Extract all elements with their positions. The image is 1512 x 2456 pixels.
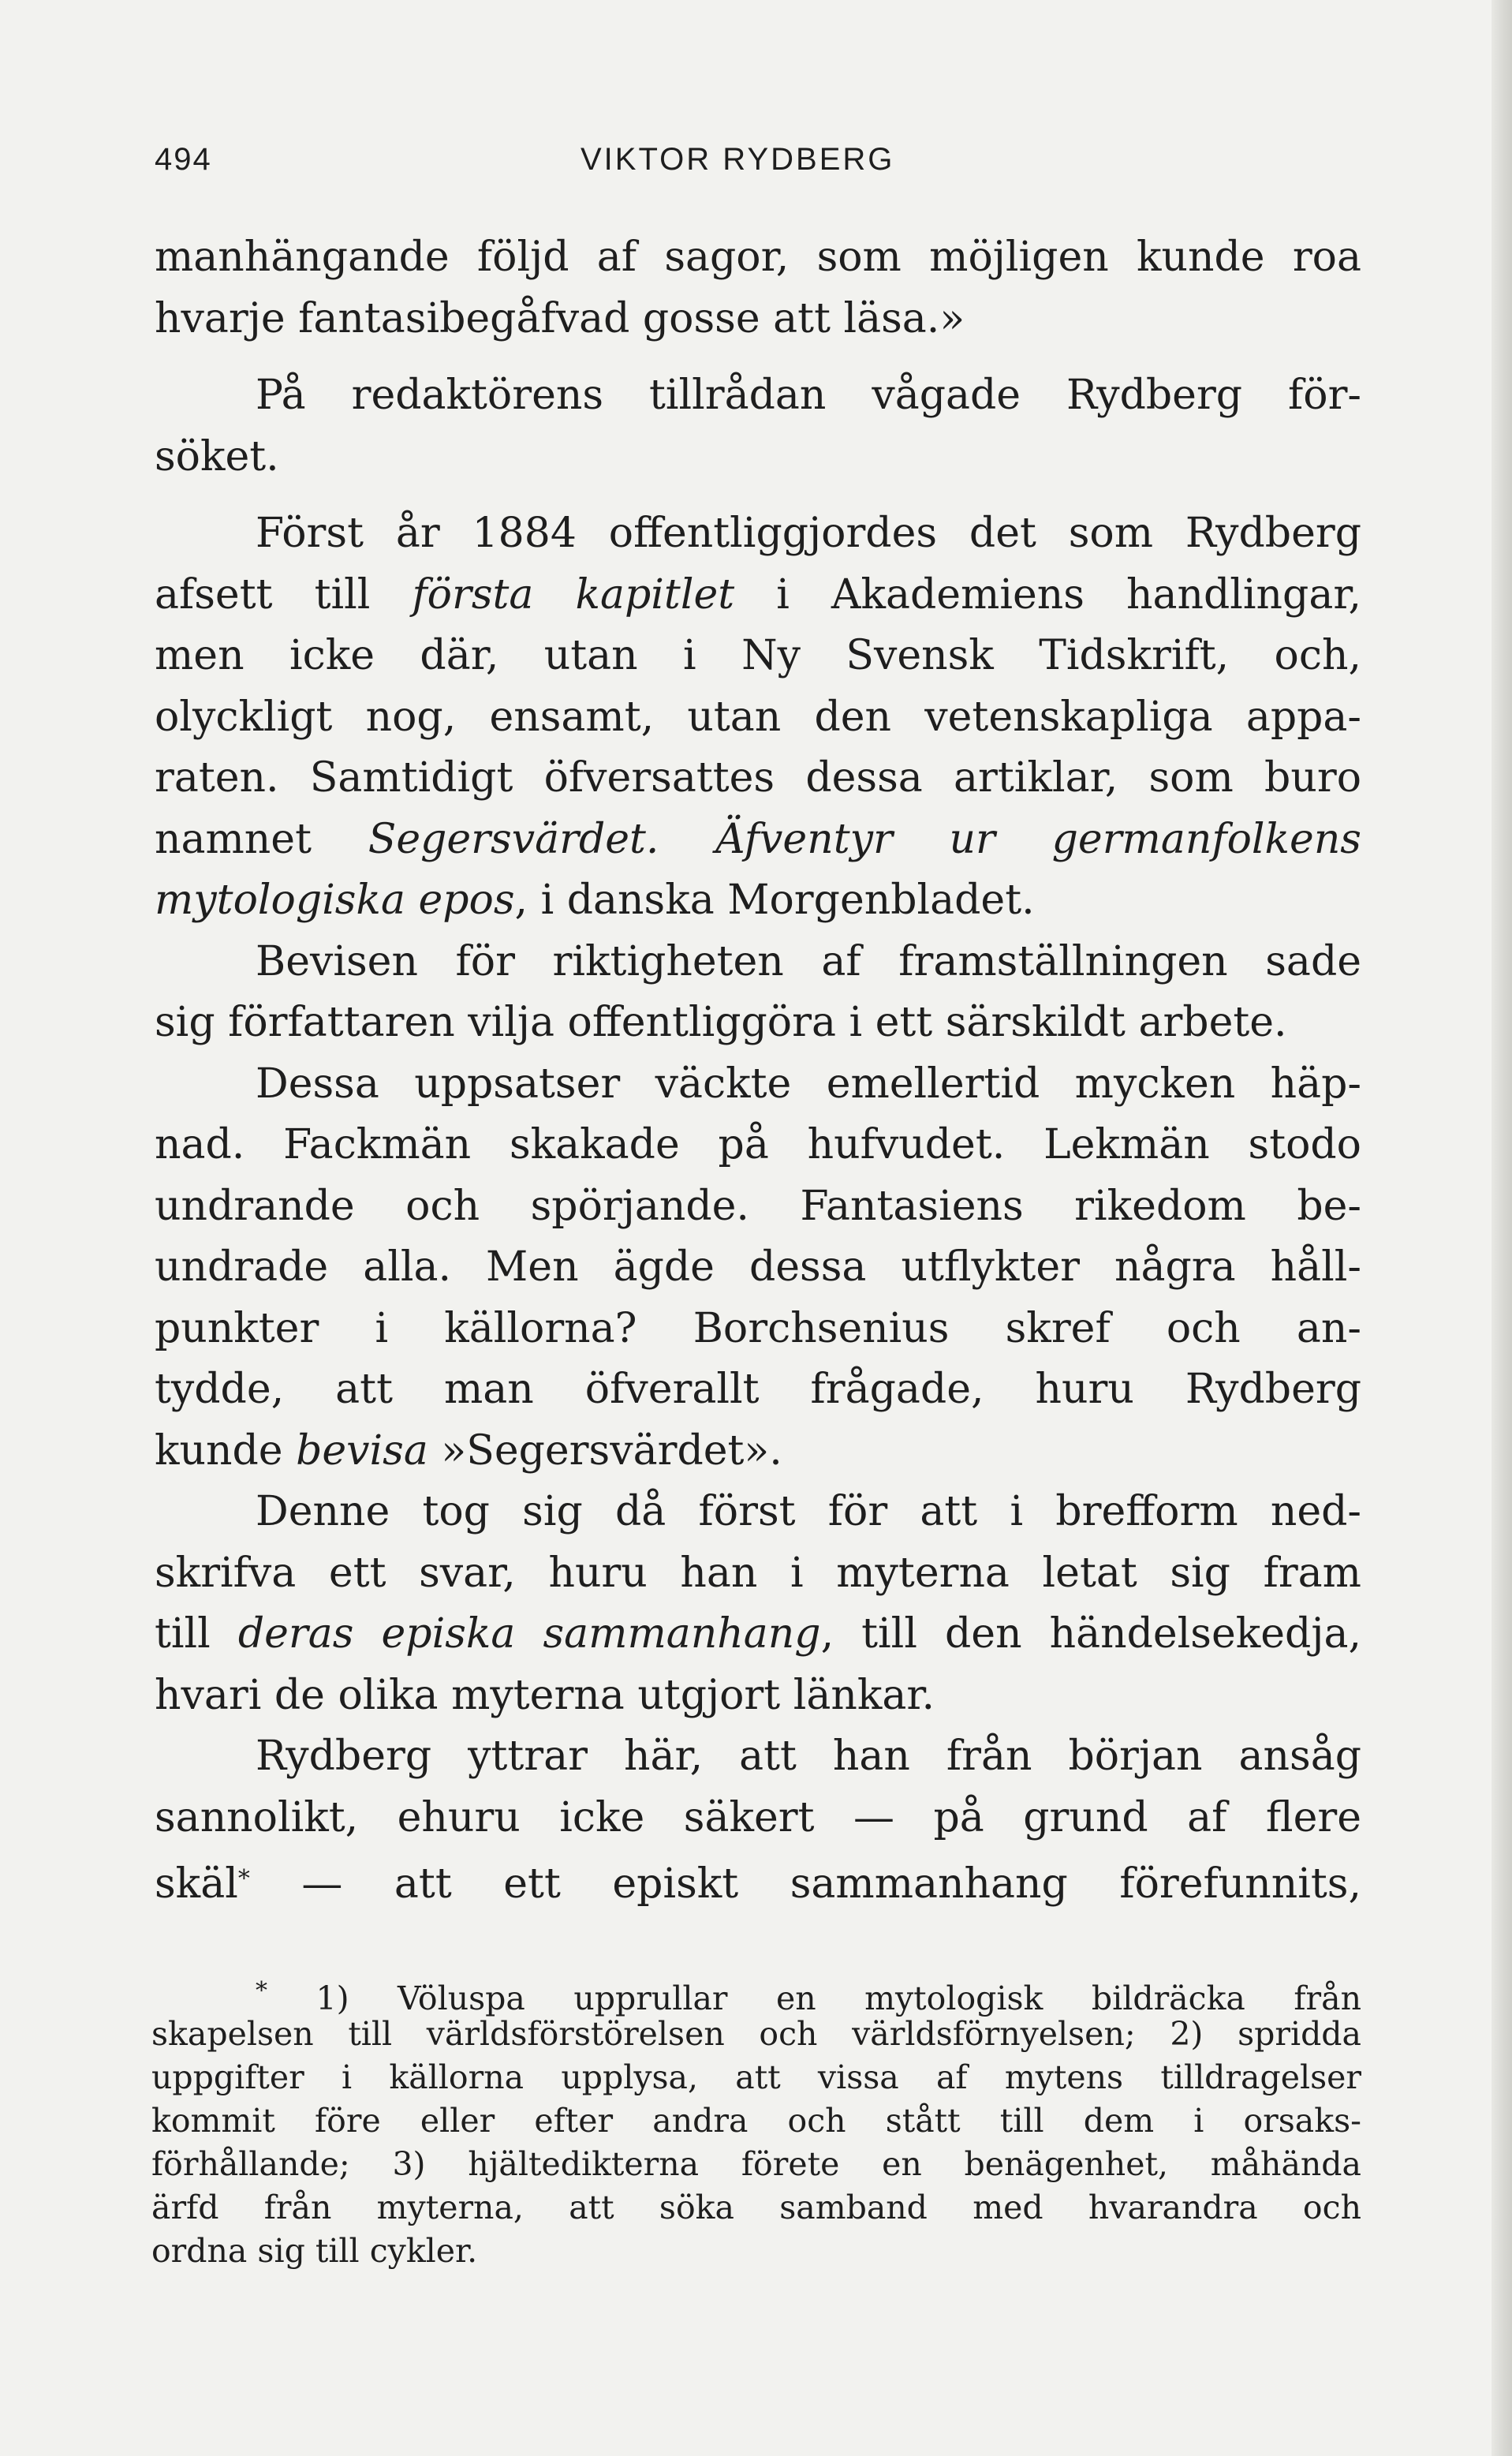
text-line: kunde bevisa »Segersvärdet». [155,1426,782,1475]
text-line: sannolikt, ehuru icke säkert — på grund af flere [155,1793,1361,1841]
text-line: På redaktörens tillrådan vågade Rydberg för- [256,372,1361,419]
running-title: VIKTOR RYDBERG [581,142,895,177]
text-line: Rydberg yttrar här, att han från början ansåg [256,1733,1361,1780]
italic-text: Segersvärdet. [368,815,659,863]
italic-text: bevisa [296,1426,428,1475]
footnote-marker: * [256,1977,267,2005]
footnote-line: ärfd från myterna, att söka samband med hvarandra och [151,2189,1361,2226]
footnote-line: ordna sig till cykler. [151,2232,478,2270]
italic-text: Äfventyr ur germanfolkens [715,815,1361,863]
main-text [155,227,1361,1910]
text-line: undrande och spörjande. Fantasiens rikedom be- [155,1182,1361,1230]
footnote-line: skapelsen till världsförstörelsen och världsförnyelsen; 2) spridda [151,2015,1361,2053]
paragraph-gap [155,488,1361,503]
footnote-line: kommit före eller efter andra och stått till dem i orsaks- [151,2102,1361,2140]
footnote-line: uppgifter i källorna upplysa, att vissa af mytens tilldragelser [151,2058,1361,2096]
text-line: hvari de olika myterna utgjort länkar. [155,1671,935,1719]
page-number: 494 [155,142,212,177]
text-line: raten. Samtidigt öfversattes dessa artiklar, som buro [155,754,1361,802]
italic-text: mytologiska epos [155,877,515,924]
footnote-line: förhållande; 3) hjältedikterna förete en benägenhet, måhända [151,2145,1361,2183]
text-line: skäl* — att ett episkt sammanhang förefunnits, [155,1860,1361,1908]
footnote-marker: * [237,1865,250,1893]
text-line: mytologiska epos, i danska Morgenbladet. [155,877,1035,924]
text-line: namnet Segersvärdet. Äfventyr ur germanfolkens [155,815,1361,863]
text-line: afsett till första kapitlet i Akademiens handlingar, [155,570,1361,619]
text-line: tydde, att man öfverallt frågade, huru Rydberg [155,1366,1361,1413]
page-header [155,142,1361,189]
italic-text: första kapitlet [412,570,735,619]
text-line: olyckligt nog, ensamt, utan den vetenskapliga appa- [155,693,1361,741]
text-line: men icke där, utan i Ny Svensk Tidskrift, och, [155,632,1361,679]
italic-text: deras episka sammanhang [237,1610,821,1658]
text-line: söket. [155,432,279,480]
footnote [151,1969,1361,2273]
text-line: skrifva ett svar, huru han i myterna letat sig fram [155,1549,1361,1597]
text-line: hvarje fantasibegåfvad gosse att läsa.» [155,294,965,342]
text-line: nad. Fackmän skakade på hufvudet. Lekmän stodo [155,1121,1361,1168]
text-line: Bevisen för riktigheten af framställningen sade [256,937,1361,985]
text-line: sig författaren vilja offentliggöra i ett särskildt arbete. [155,999,1287,1046]
text-line: Dessa uppsatser väckte emellertid mycken häp- [256,1060,1361,1108]
footnote-line: * 1) Völuspa upprullar en mytologisk bildräcka från [256,1977,1361,2017]
text-line: punkter i källorna? Borchsenius skref och an- [155,1304,1361,1352]
paragraph-gap [155,350,1361,365]
text-line: Först år 1884 offentliggjordes det som Rydberg [256,510,1361,557]
text-line: undrade alla. Men ägde dessa utflykter några håll- [155,1243,1361,1291]
text-line: manhängande följd af sagor, som möjligen kunde roa [155,234,1361,281]
text-line: till deras episka sammanhang, till den händelsekedja, [155,1610,1361,1658]
page-edge [1491,0,1512,2456]
text-line: Denne tog sig då först för att i brefform ned- [256,1488,1361,1535]
